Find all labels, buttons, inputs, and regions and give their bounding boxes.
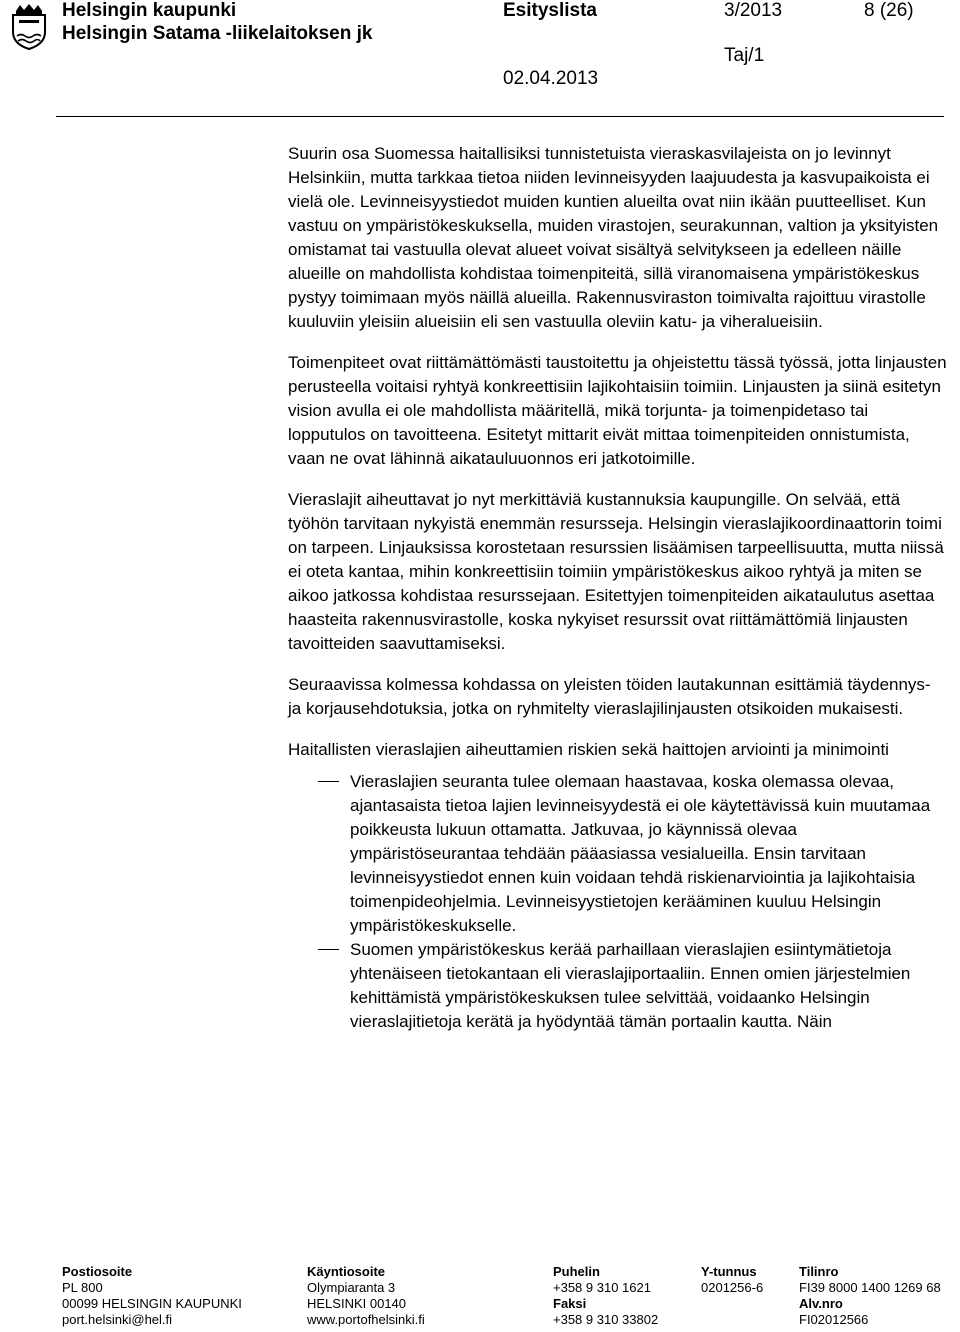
document-number: 3/2013 [724,0,783,21]
bullet-list [288,770,948,1034]
footer-value: +358 9 310 33802 [553,1312,659,1327]
dash-bullet-icon [318,949,339,950]
footer-label: Tilinro [799,1264,839,1279]
footer-value: HELSINKI 00140 [307,1296,407,1311]
section-heading: Haitallisten vieraslajien aiheuttamien riskien sekä haittojen arviointi ja minimointi [288,740,889,759]
footer-value: 0201256-6 [701,1280,764,1295]
footer-business-id [701,1264,763,1296]
footer-account [799,1264,941,1328]
footer-value: FI02012566 [799,1312,869,1327]
paragraph: Suurin osa Suomessa haitallisiksi tunnistetuista vieraskasvilajeista on jo levinnyt Helsinkiin, mutta tarkkaa tietoa niiden levinneisyyden laajuudesta ja kasvupaikoista ei vielä ole. Levinneisyystiedot muiden kuntien alueilta ovat niin ikään puutteelliset. Kun vastuu on ympäristökeskuksella, muiden virastojen, seurakunnan, valtion ja yksityisten omistamat tai vastuulla olevat alueet voivat sisältyä selvitykseen ja edelleen näille alueille on mahdollista kohdistaa toimenpiteitä, sillä viranomaisena ympäristökeskus pystyy toimimaan myös näillä alueilla. Rakennusviraston toimivalta rajoittuu virastolle kuuluviin yleisiin alueisiin eli sen vastuulla oleviin katu- ja viheralueisiin. [288,144,939,331]
document-body [288,142,948,1034]
footer-label: Postiosoite [62,1264,133,1279]
paragraph: Vieraslajit aiheuttavat jo nyt merkittäviä kustannuksia kaupungille. On selvää, että työhön tarvitaan nykyistä enemmän resursseja. Helsingin vieraslajikoordinaattorin toimi on tarpeen. Linjauksissa korostetaan resurssien lisäämisen tarpeellisuutta, mutta niissä ei oteta kantaa, mihin konkreettisiin toimiin ympäristökeskus aikoo ryhtyä ja miten se aikoo jatkossa kohdistaa resurssejaan. Esitettyjen toimenpiteiden aikataulutus asettaa haasteita rakennusvirastolle, koska nykyiset resurssit ovat riittämättömiä linjausten tavoitteiden saavuttamiseksi. [288,490,944,653]
meeting-date: 02.04.2013 [503,68,599,89]
document-type: Esityslista [503,0,597,21]
organization-name: Helsingin kaupunki [62,0,237,21]
header-divider [56,116,944,117]
paragraph: Toimenpiteet ovat riittämättömästi taustoitettu ja ohjeistettu tässä työssä, jotta linjausten perusteella voitaisi ryhtyä konkreettisiin lajikohtaisiin toimiin. Linjausten ja siinä esitetyn vision avulla ei ole mahdollista määritellä, mikä torjunta- ja toimenpidetaso tai lopputulos on tavoitteena. Esitetyt mittarit eivät mittaa toimenpiteiden onnistumista, vaan ne ovat lähinnä aikatauluuonnos eri jatkotoimille. [288,353,947,468]
footer-visiting-address [307,1264,425,1328]
footer-phone [553,1264,658,1328]
footer-label: Y-tunnus [701,1264,757,1279]
dash-bullet-icon [318,781,339,782]
footer-value: Olympiaranta 3 [307,1280,396,1295]
list-item [288,770,948,938]
list-item-text: Suomen ympäristökeskus kerää parhaillaan vieraslajien esiintymätietoja yhtenäiseen tietokantaan eli vieraslajiportaaliin. Ennen omien järjestelmien kehittämistä ympäristökeskuksen tulee selvittää, voidaanko Helsingin vieraslajitietoja kerätä ja hyödyntää tämän portaalin kautta. Näin [350,940,911,1031]
footer-value: FI39 8000 1400 1269 68 [799,1280,941,1295]
footer-email-link[interactable]: port.helsinki@hel.fi [62,1312,173,1327]
page-number: 8 (26) [864,0,914,21]
footer-label: Käyntiosoite [307,1264,386,1279]
footer-value: PL 800 [62,1280,103,1295]
list-item-text: Vieraslajien seuranta tulee olemaan haastavaa, koska olemassa olevaa, ajantasaista tietoa lajien levinneisyydestä ei ole käytettävissä kuin muutamaa poikkeusta lukuun ottamatta. Jatkuvaa, jo käynnissä olevaa ympäristöseurantaa tehdään pääasiassa vesialueilla. Ensin tarvitaan levinneisyystiedot ennen kuin voidaan tehdä riskienarviointia ja lajikohtaisia toimenpideohjelmia. Levinneisyystietojen kerääminen kuuluu Helsingin ympäristökeskukselle. [350,772,931,935]
footer-value: 00099 HELSINGIN KAUPUNKI [62,1296,242,1311]
footer-label: Puhelin [553,1264,600,1279]
footer-value: +358 9 310 1621 [553,1280,651,1295]
footer-postal-address [62,1264,242,1328]
footer-label: Alv.nro [799,1296,843,1311]
organization-unit: Helsingin Satama -liikelaitoksen jk [62,23,373,44]
footer-label: Faksi [553,1296,587,1311]
agenda-item: Taj/1 [724,45,765,66]
list-item [288,938,948,1034]
helsinki-coat-of-arms-logo [8,2,50,50]
paragraph: Seuraavissa kolmessa kohdassa on yleisten töiden lautakunnan esittämiä täydennys- ja korjausehdotuksia, jotka on ryhmitelty vieraslajilinjausten otsikoiden mukaisesti. [288,675,931,718]
footer-website-link[interactable]: www.portofhelsinki.fi [307,1312,425,1327]
